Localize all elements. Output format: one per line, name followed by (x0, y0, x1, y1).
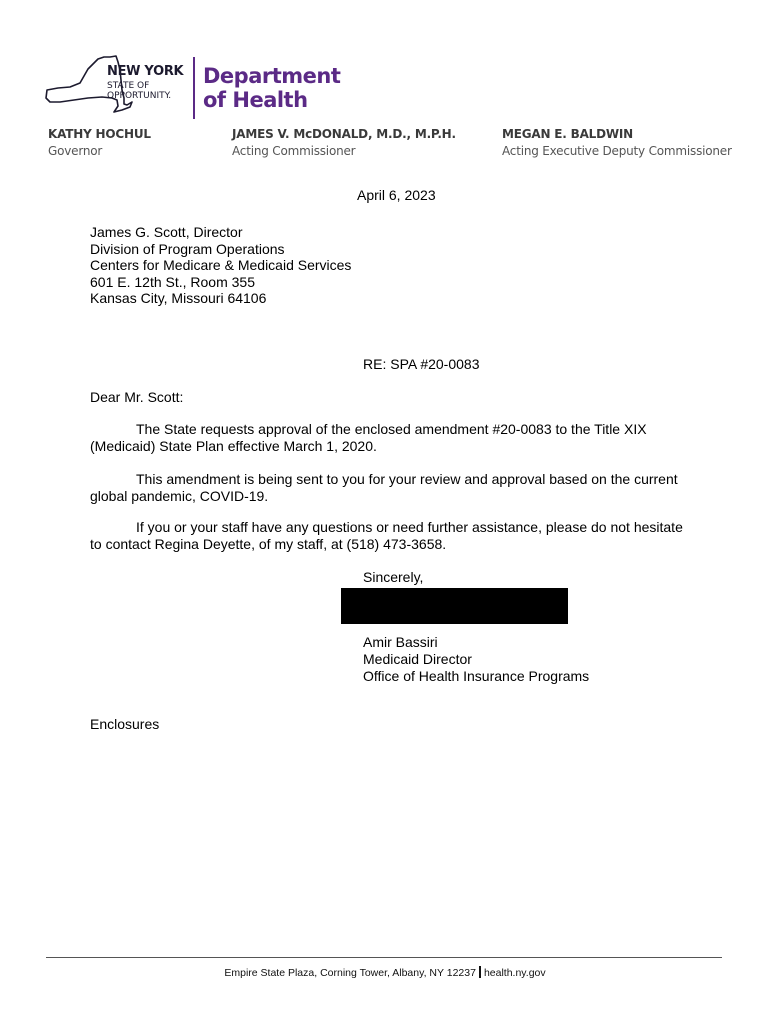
paragraph-1-line-1: The State requests approval of the enclosed amendment #20-0083 to the Title XIX (136, 421, 647, 437)
enclosures-note: Enclosures (90, 716, 160, 732)
footer-address: Empire State Plaza, Corning Tower, Albany, NY 12237 (224, 967, 476, 979)
brand-line-opportunity: OPPORTUNITY. (107, 91, 172, 101)
footer-website-link[interactable]: health.ny.gov (483, 967, 546, 979)
department-title-line2: of Health (203, 88, 308, 112)
paragraph-1-line-2: (Medicaid) State Plan effective March 1, 2020. (90, 438, 377, 454)
recipient-line: Division of Program Operations (90, 240, 285, 257)
department-title-line1: Department (203, 64, 341, 88)
official-title-deputy: Acting Executive Deputy Commissioner (502, 144, 732, 158)
paragraph-2-line-1: This amendment is being sent to you for your review and approval based on the current (136, 471, 678, 487)
footer-separator (479, 966, 481, 978)
paragraph-2-line-2: global pandemic, COVID-19. (90, 488, 269, 504)
redacted-signature (341, 588, 568, 624)
recipient-line: Centers for Medicare & Medicaid Services (90, 257, 352, 273)
signer-title: Medicaid Director (363, 651, 472, 667)
official-name-commissioner: JAMES V. McDONALD, M.D., M.P.H. (232, 127, 456, 141)
recipient-line: Kansas City, Missouri 64106 (90, 290, 267, 306)
recipient-line: James G. Scott, Director (90, 224, 243, 240)
recipient-address (90, 224, 351, 307)
footer (0, 966, 770, 979)
brand-line-new-york: NEW YORK (107, 64, 184, 79)
official-name-governor: KATHY HOCHUL (48, 127, 151, 141)
salutation: Dear Mr. Scott: (90, 389, 184, 405)
subject-line: RE: SPA #20-0083 (363, 356, 480, 372)
letter-date: April 6, 2023 (357, 187, 436, 203)
signer-office: Office of Health Insurance Programs (363, 668, 590, 684)
closing: Sincerely, (363, 569, 424, 585)
paragraph-3-line-1: If you or your staff have any questions or need further assistance, please do not hesitate (136, 519, 683, 535)
footer-rule (46, 957, 722, 958)
brand-line-state-of: STATE OF (107, 81, 150, 91)
official-title-governor: Governor (48, 144, 103, 158)
recipient-line: 601 E. 12th St., Room 355 (90, 273, 255, 290)
signer-name: Amir Bassiri (363, 634, 438, 650)
official-name-deputy: MEGAN E. BALDWIN (502, 127, 634, 141)
logo-divider (193, 57, 195, 119)
paragraph-3-line-2: to contact Regina Deyette, of my staff, at (518) 473-3658. (90, 536, 447, 552)
official-title-commissioner: Acting Commissioner (232, 144, 356, 158)
